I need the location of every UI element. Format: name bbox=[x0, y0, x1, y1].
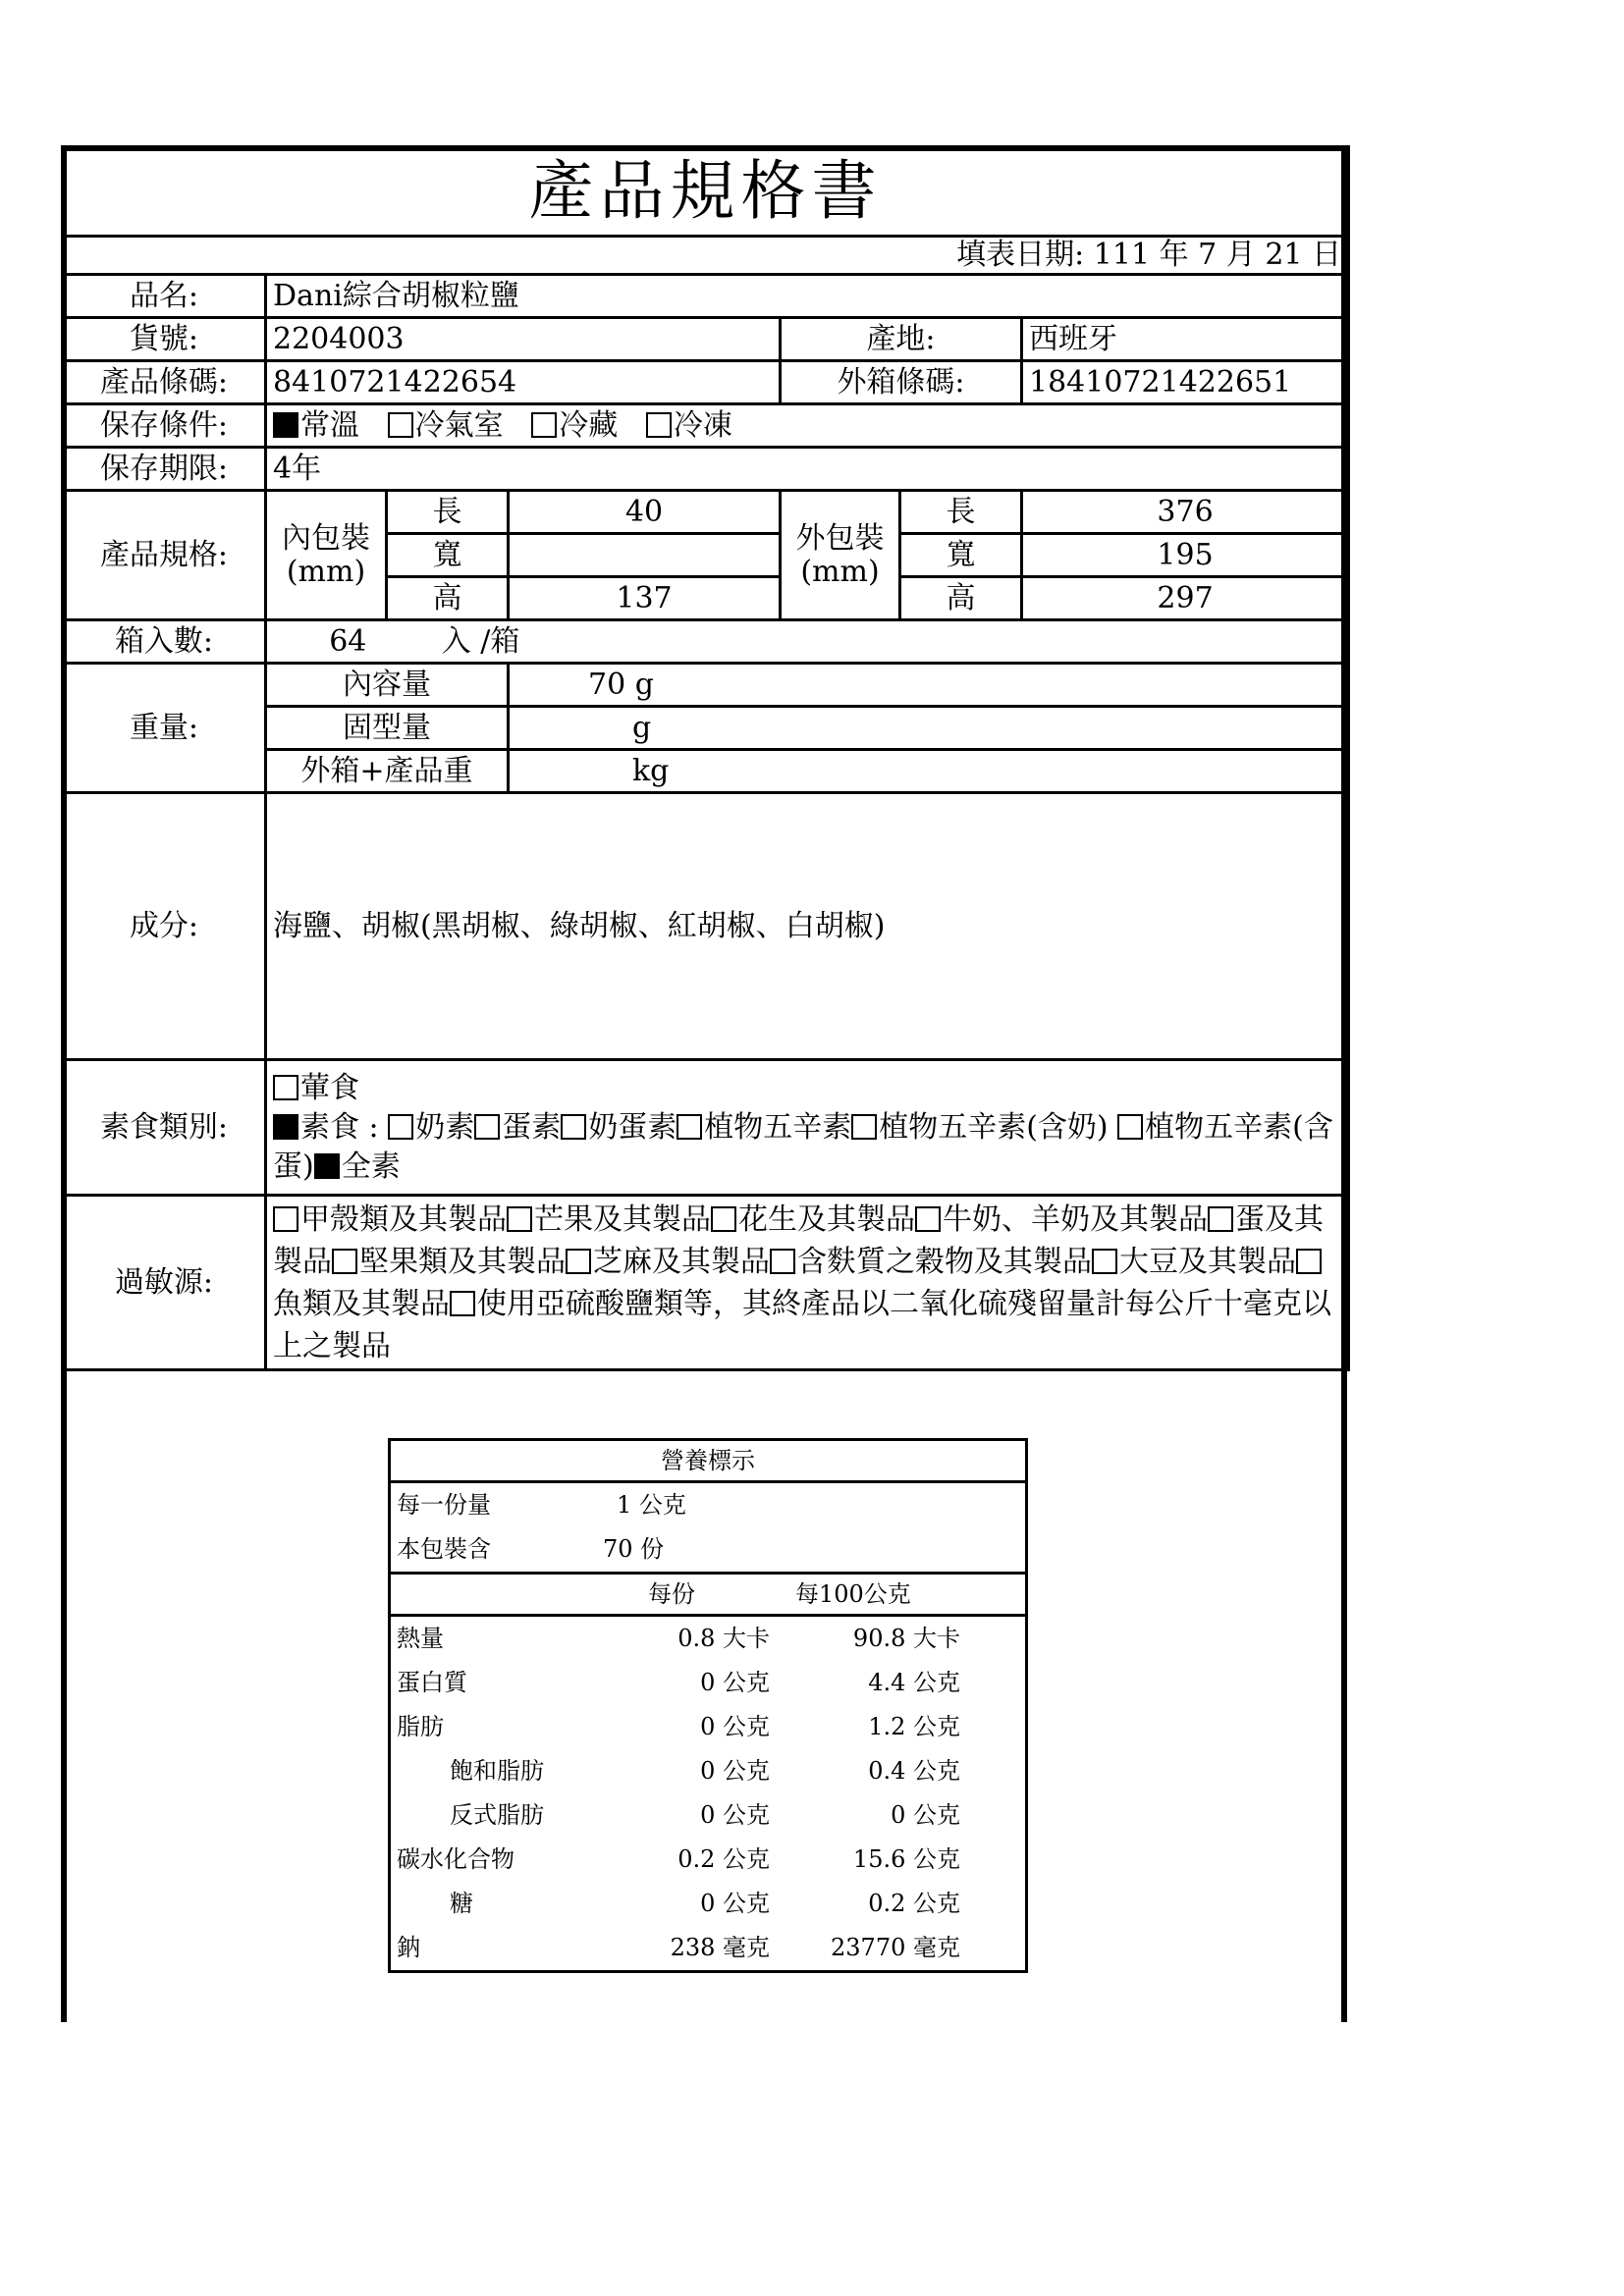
inner-width-value bbox=[509, 534, 781, 577]
outer-width-value: 195 bbox=[1022, 534, 1349, 577]
weight-label: 重量: bbox=[63, 664, 266, 793]
net-weight-value: 70 g bbox=[509, 664, 1349, 707]
case-qty-label: 箱入數: bbox=[63, 620, 266, 664]
solid-weight-label: 固型量 bbox=[266, 707, 509, 750]
solid-weight-value: g bbox=[509, 707, 1349, 750]
allergen-checkbox-milk[interactable] bbox=[915, 1206, 941, 1232]
nutrition-row-sodium: 鈉 238 毫克 23770 毫克 bbox=[397, 1934, 960, 1961]
nutrition-label bbox=[388, 1438, 1028, 1973]
shelf-life-value: 4年 bbox=[266, 448, 1349, 491]
inner-width-label: 寬 bbox=[387, 534, 509, 577]
storage-checkbox-air-con[interactable] bbox=[388, 412, 413, 438]
col-per-100g: 每100公克 bbox=[795, 1580, 911, 1608]
allergen-label: 過敏源: bbox=[63, 1196, 266, 1370]
storage-label: 保存條件: bbox=[63, 404, 266, 448]
veg-checkbox-vegan[interactable] bbox=[314, 1153, 340, 1179]
carton-barcode-value: 18410721422651 bbox=[1022, 361, 1349, 404]
veg-checkbox-plant-five-egg[interactable] bbox=[1117, 1114, 1143, 1140]
allergen-checkbox-mango[interactable] bbox=[507, 1206, 532, 1232]
nutrition-row-protein: 蛋白質 0 公克 4.4 公克 bbox=[397, 1669, 960, 1696]
nutrition-column-header bbox=[391, 1575, 1025, 1617]
veg-checkbox-plant-five[interactable] bbox=[677, 1114, 702, 1140]
allergen-checkbox-sulfite[interactable] bbox=[450, 1291, 475, 1316]
inner-length-value: 40 bbox=[509, 491, 781, 534]
allergen-checkbox-nuts[interactable] bbox=[332, 1249, 357, 1274]
allergen-checkbox-crustacean[interactable] bbox=[273, 1206, 298, 1232]
nutrition-row-sugar: 糖 0 公克 0.2 公克 bbox=[450, 1890, 960, 1917]
gross-weight-value: kg bbox=[509, 750, 1349, 793]
allergen-checkbox-soy[interactable] bbox=[1092, 1249, 1117, 1274]
allergen-checkbox-fish[interactable] bbox=[1296, 1249, 1322, 1274]
outer-length-value: 376 bbox=[1022, 491, 1349, 534]
outer-height-label: 高 bbox=[900, 577, 1022, 620]
origin-label: 產地: bbox=[781, 318, 1022, 361]
veg-checkbox-ovo[interactable] bbox=[474, 1114, 500, 1140]
allergen-checkbox-egg[interactable] bbox=[1208, 1206, 1233, 1232]
carton-barcode-label: 外箱條碼: bbox=[781, 361, 1022, 404]
storage-options: 常溫 冷氣室 冷藏 冷凍 bbox=[266, 404, 1349, 448]
product-name-value: Dani綜合胡椒粒鹽 bbox=[266, 275, 1349, 318]
inner-pack-label: 內包裝 (mm) bbox=[266, 491, 387, 620]
vegetarian-options: 葷食 素食 : 奶素 蛋素 奶蛋素 植物五辛素 植物五辛素(含奶) 植物五辛素(含蛋) 全素 bbox=[266, 1060, 1349, 1196]
ingredients-value: 海鹽、胡椒(黑胡椒、綠胡椒、紅胡椒、白胡椒) bbox=[266, 793, 1349, 1060]
outer-width-label: 寬 bbox=[900, 534, 1022, 577]
serving-size-row: 每一份量 1 公克 bbox=[397, 1491, 686, 1519]
gross-weight-label: 外箱+產品重 bbox=[266, 750, 509, 793]
allergen-checkbox-peanut[interactable] bbox=[711, 1206, 736, 1232]
spec-table bbox=[61, 145, 1350, 1371]
veg-checkbox-vegetarian[interactable] bbox=[273, 1114, 298, 1140]
fill-date: 填表日期: 111 年 7 月 21 日 bbox=[63, 237, 1349, 275]
shelf-life-label: 保存期限: bbox=[63, 448, 266, 491]
spec-label: 產品規格: bbox=[63, 491, 266, 620]
nutrition-row-energy: 熱量 0.8 大卡 90.8 大卡 bbox=[397, 1625, 960, 1652]
veg-checkbox-meat[interactable] bbox=[273, 1075, 298, 1100]
net-weight-label: 內容量 bbox=[266, 664, 509, 707]
nutrition-serving-section bbox=[391, 1483, 1025, 1575]
storage-checkbox-frozen[interactable] bbox=[646, 412, 672, 438]
case-qty-value: 64 入 /箱 bbox=[266, 620, 1349, 664]
inner-height-value: 137 bbox=[509, 577, 781, 620]
outer-length-label: 長 bbox=[900, 491, 1022, 534]
veg-checkbox-plant-five-milk[interactable] bbox=[851, 1114, 877, 1140]
storage-checkbox-chilled[interactable] bbox=[531, 412, 557, 438]
veg-checkbox-lacto-ovo[interactable] bbox=[561, 1114, 586, 1140]
item-no-label: 貨號: bbox=[63, 318, 266, 361]
nutrition-row-sat-fat: 飽和脂肪 0 公克 0.4 公克 bbox=[450, 1757, 960, 1785]
nutrition-title: 營養標示 bbox=[391, 1441, 1025, 1483]
product-name-label: 品名: bbox=[63, 275, 266, 318]
nutrition-row-fat: 脂肪 0 公克 1.2 公克 bbox=[397, 1713, 960, 1740]
page-title: 產品規格書 bbox=[63, 147, 1349, 237]
outer-height-value: 297 bbox=[1022, 577, 1349, 620]
inner-length-label: 長 bbox=[387, 491, 509, 534]
inner-height-label: 高 bbox=[387, 577, 509, 620]
nutrition-row-trans-fat: 反式脂肪 0 公克 0 公克 bbox=[450, 1801, 960, 1829]
storage-checkbox-room-temp[interactable] bbox=[273, 412, 298, 438]
outer-pack-label: 外包裝 (mm) bbox=[781, 491, 900, 620]
allergen-checkbox-sesame[interactable] bbox=[566, 1249, 591, 1274]
barcode-value: 8410721422654 bbox=[266, 361, 781, 404]
allergen-checkbox-gluten[interactable] bbox=[770, 1249, 795, 1274]
ingredients-label: 成分: bbox=[63, 793, 266, 1060]
col-per-serving: 每份 bbox=[648, 1580, 695, 1608]
veg-checkbox-lacto[interactable] bbox=[388, 1114, 413, 1140]
allergen-options: 甲殼類及其製品 芒果及其製品 花生及其製品 牛奶、羊奶及其製品 蛋及其製品 堅果類及其製品 芝麻及其製品 含麩質之穀物及其製品 大豆及其製品魚類及其製品 使用亞硫酸鹽類等，其終產品以二氧化硫殘留量計每公斤十毫克以上之製品 bbox=[266, 1196, 1349, 1370]
nutrition-row-carbs: 碳水化合物 0.2 公克 15.6 公克 bbox=[397, 1845, 960, 1873]
vegetarian-label: 素食類別: bbox=[63, 1060, 266, 1196]
item-no-value: 2204003 bbox=[266, 318, 781, 361]
nutrition-rows bbox=[391, 1617, 1025, 1970]
barcode-label: 產品條碼: bbox=[63, 361, 266, 404]
origin-value: 西班牙 bbox=[1022, 318, 1349, 361]
servings-per-pack-row: 本包裝含 70 份 bbox=[397, 1535, 665, 1563]
